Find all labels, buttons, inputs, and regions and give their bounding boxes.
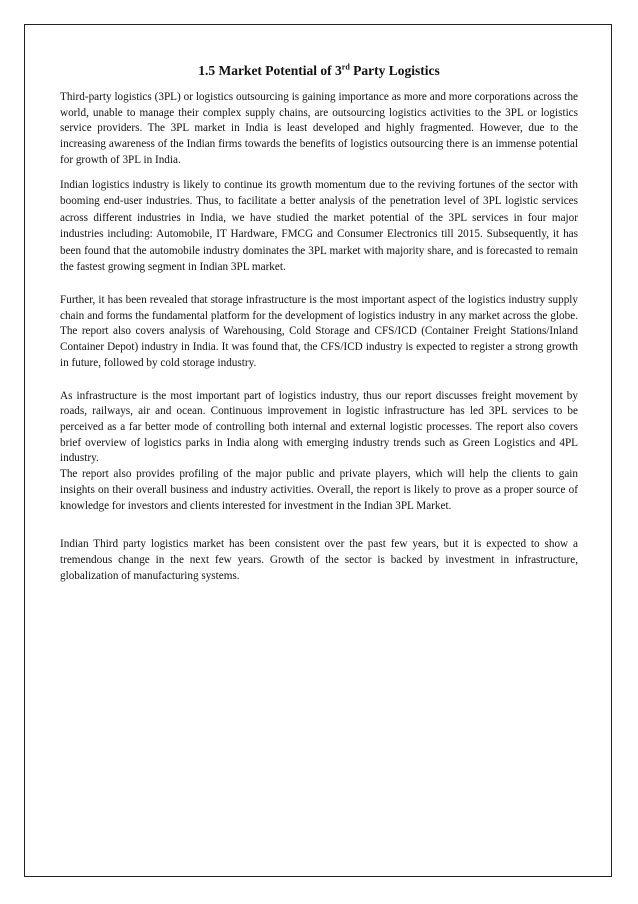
section-title-superscript: rd: [341, 62, 350, 72]
paragraph-storage-infrastructure: Further, it has been revealed that storage infrastructure is the most important aspect of the logistics industry supply chain and forms the fundamental platform for the development of logistics industry in any market across the globe. The report also covers analysis of Warehousing, Cold Storage and CFS/ICD (Container Freight Stations/Inland Container Depot) industry in India. It was found that, the CFS/ICD industry is expected to register a strong growth in future, followed by cold storage industry.: [60, 294, 578, 369]
paragraph-freight-movement: As infrastructure is the most important part of logistics industry, thus our report discusses freight movement by roads, railways, air and ocean. Continuous improvement in logistic infrastructure has led 3PL services to be perceived as a far better mode of controlling both internal and external logistic processes. The report also covers brief overview of logistics parks in India along with emerging industry trends such as Green Logistics and 4PL industry.: [60, 389, 578, 465]
section-title-prefix: 1.5 Market Potential of 3: [198, 63, 342, 78]
paragraph-market-outlook: Indian Third party logistics market has been consistent over the past few years, but it is expected to show a tremendous change in the next few years. Growth of the sector is backed by investment in infrastructure, globalization of manufacturing systems.: [60, 538, 578, 582]
paragraph-growth-momentum: Indian logistics industry is likely to continue its growth momentum due to the reviving fortunes of the sector with booming end-user industries. Thus, to facilitate a better analysis of the penetration level of 3PL logistic services across different industries in India, we have studied the market potential of the 3PL services in four major industries including: Automobile, IT Hardware, FMCG and Consumer Electronics till 2015. Subsequently, it has been found that the automobile industry dominates the 3PL market with majority share, and is forecasted to remain the fastest growing segment in Indian 3PL market.: [60, 178, 578, 274]
section-title-suffix: Party Logistics: [349, 63, 440, 78]
paragraph-player-profiling: The report also provides profiling of the major public and private players, which will help the clients to gain insights on their overall business and industry activities. Overall, the report is likely to prove as a proper source of knowledge for investors and clients interested for investment in the Indian 3PL Market.: [60, 468, 578, 512]
section-title: [60, 62, 578, 80]
paragraph-intro: Third-party logistics (3PL) or logistics outsourcing is gaining importance as more and more corporations across the world, unable to manage their complex supply chains, are outsourcing logistics activities to the 3PL or logistics service providers. The 3PL market in India is least developed and highly fragmented. However, due to the increasing awareness of the Indian firms towards the benefits of logistics outsourcing there is an immense potential for growth of 3PL in India.: [60, 91, 578, 166]
document-body: [60, 62, 578, 584]
